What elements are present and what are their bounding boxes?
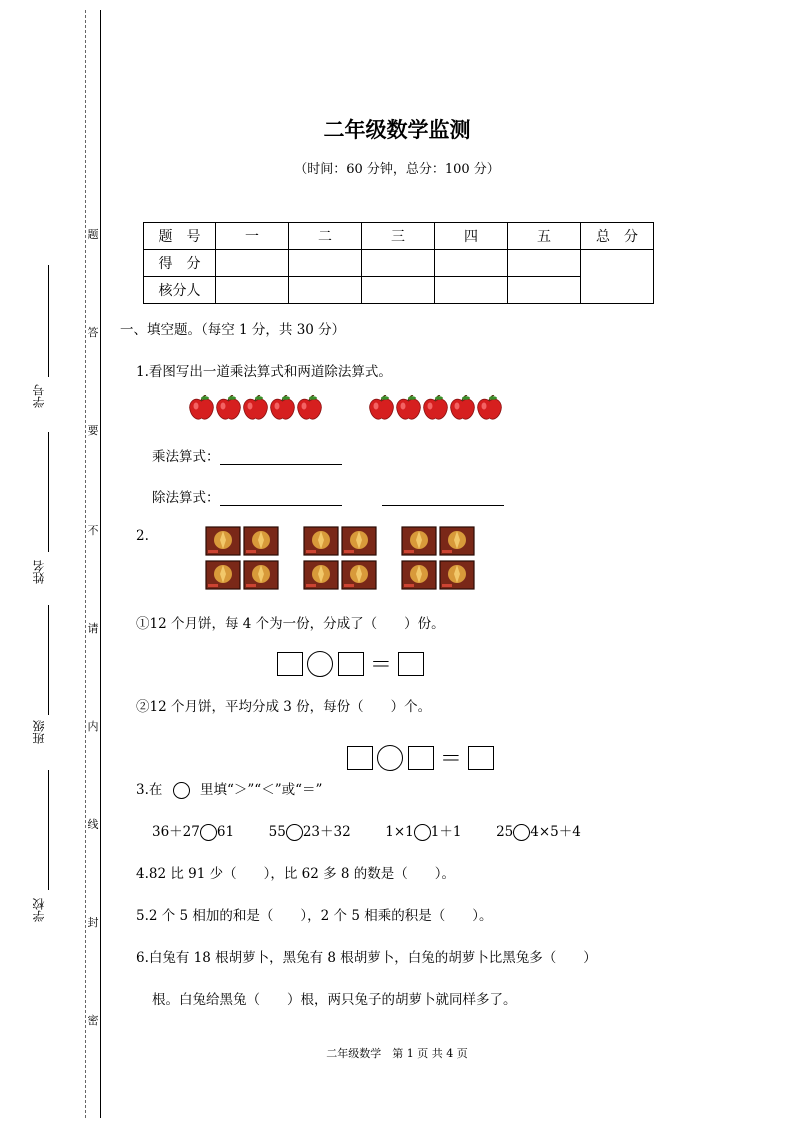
q4-text: 4.82 比 91 少（ ），比 62 多 8 的数是（ ）。 bbox=[136, 866, 456, 882]
mooncake-box-icon bbox=[439, 559, 475, 590]
answer-box[interactable] bbox=[398, 652, 424, 676]
mooncake-box-icon bbox=[303, 559, 339, 590]
total-score-cell[interactable] bbox=[581, 250, 654, 304]
score-header-cell: 题 号 bbox=[144, 223, 216, 250]
apple-icon bbox=[368, 395, 395, 421]
name-line[interactable] bbox=[48, 432, 49, 552]
answer-box[interactable] bbox=[408, 746, 434, 770]
mooncake-box-icon bbox=[303, 525, 339, 556]
student-id-line[interactable] bbox=[48, 265, 49, 377]
divide-answer-blank-1[interactable] bbox=[220, 491, 342, 506]
q2-part2: ②12 个月饼，平均分成 3 份，每份（ ）个。 bbox=[136, 699, 432, 715]
score-header-cell: 四 bbox=[435, 223, 508, 250]
answer-box[interactable] bbox=[347, 746, 373, 770]
score-cell[interactable] bbox=[289, 250, 362, 277]
score-header-cell: 二 bbox=[289, 223, 362, 250]
seal-char: 线 bbox=[87, 818, 99, 831]
page-footer: 二年级数学 第 1 页 共 4 页 bbox=[326, 1047, 468, 1060]
score-cell[interactable] bbox=[362, 250, 435, 277]
equals-sign: ＝ bbox=[439, 747, 462, 772]
seal-char: 封 bbox=[87, 916, 99, 929]
apple-icon bbox=[395, 395, 422, 421]
compare-left: 1×1 bbox=[385, 824, 414, 840]
mooncake-box-icon bbox=[439, 525, 475, 556]
q5-text: 5.2 个 5 相加的和是（ ），2 个 5 相乘的积是（ ）。 bbox=[136, 908, 493, 924]
q1-text: 1.看图写出一道乘法算式和两道除法算式。 bbox=[136, 364, 392, 380]
apple-icon bbox=[269, 395, 296, 421]
seal-char: 密 bbox=[87, 1014, 99, 1027]
multiply-answer-blank[interactable] bbox=[220, 450, 342, 465]
mooncake-box-icon bbox=[341, 559, 377, 590]
exam-subtitle: （时间：60 分钟，总分：100 分） bbox=[294, 162, 500, 177]
apple-icon bbox=[422, 395, 449, 421]
student-id-label: 学号 bbox=[32, 384, 46, 408]
mooncake-box-icon bbox=[243, 525, 279, 556]
operator-circle[interactable] bbox=[377, 745, 403, 771]
score-header-cell: 五 bbox=[508, 223, 581, 250]
compare-circle[interactable] bbox=[200, 824, 217, 841]
multiply-label: 乘法算式： bbox=[152, 449, 220, 465]
checker-cell[interactable] bbox=[216, 277, 289, 304]
q3-items bbox=[152, 820, 581, 841]
score-row-label: 得 分 bbox=[144, 250, 216, 277]
compare-right: 4×5＋4 bbox=[530, 824, 581, 840]
apple-icon bbox=[296, 395, 323, 421]
mooncake-box-icon bbox=[341, 525, 377, 556]
score-cell[interactable] bbox=[216, 250, 289, 277]
equals-sign: ＝ bbox=[369, 653, 392, 678]
score-cell[interactable] bbox=[435, 250, 508, 277]
apple-icon bbox=[215, 395, 242, 421]
checker-cell[interactable] bbox=[289, 277, 362, 304]
seal-char: 答 bbox=[87, 326, 99, 339]
divide-label: 除法算式： bbox=[152, 490, 220, 506]
seal-char: 不 bbox=[87, 524, 99, 537]
class-label: 班级 bbox=[32, 720, 46, 744]
checker-row-label: 核分人 bbox=[144, 277, 216, 304]
score-header-cell: 三 bbox=[362, 223, 435, 250]
q1-divide-row bbox=[152, 486, 504, 506]
q6-line2: 根。白兔给黑兔（ ）根，两只兔子的胡萝卜就同样多了。 bbox=[152, 992, 517, 1008]
answer-box[interactable] bbox=[468, 746, 494, 770]
apple-icon bbox=[449, 395, 476, 421]
apple-icon bbox=[242, 395, 269, 421]
mooncake-box-icon bbox=[205, 525, 241, 556]
seal-char: 要 bbox=[87, 424, 99, 437]
q2-equation-2 bbox=[347, 742, 494, 773]
seal-char: 内 bbox=[87, 720, 99, 733]
compare-circle-icon bbox=[173, 782, 190, 799]
compare-left: 36＋27 bbox=[152, 824, 200, 840]
compare-left: 55 bbox=[268, 824, 286, 840]
compare-right: 1＋1 bbox=[430, 824, 462, 840]
mooncake-box-icon bbox=[401, 559, 437, 590]
q3-rest: 里填“＞”“＜”或“＝” bbox=[199, 782, 323, 798]
compare-right: 23＋32 bbox=[302, 824, 351, 840]
mooncake-box-icon bbox=[243, 559, 279, 590]
school-line[interactable] bbox=[48, 770, 49, 890]
q2-equation-1 bbox=[277, 648, 424, 679]
q6-line1: 6.白兔有 18 根胡萝卜，黑兔有 8 根胡萝卜，白兔的胡萝卜比黑兔多（ ） bbox=[136, 950, 597, 966]
seal-char: 请 bbox=[87, 622, 99, 635]
checker-cell[interactable] bbox=[362, 277, 435, 304]
seal-char: 题 bbox=[87, 228, 99, 241]
page-title: 二年级数学监测 bbox=[323, 118, 471, 142]
class-line[interactable] bbox=[48, 605, 49, 715]
answer-box[interactable] bbox=[277, 652, 303, 676]
name-label: 姓名 bbox=[32, 560, 46, 584]
compare-left: 25 bbox=[496, 824, 514, 840]
checker-cell[interactable] bbox=[508, 277, 581, 304]
q1-multiply-row bbox=[152, 445, 342, 465]
q3-lead: 3.在 bbox=[136, 782, 163, 798]
answer-box[interactable] bbox=[338, 652, 364, 676]
q3-instruction bbox=[136, 778, 322, 799]
mooncake-box-icon bbox=[205, 559, 241, 590]
apple-icon bbox=[188, 395, 215, 421]
q2-number: 2. bbox=[136, 528, 149, 544]
apple-icon bbox=[476, 395, 503, 421]
compare-circle[interactable] bbox=[286, 824, 303, 841]
score-header-cell: 总 分 bbox=[581, 223, 654, 250]
school-label: 学校 bbox=[32, 898, 46, 922]
compare-circle[interactable] bbox=[414, 824, 431, 841]
q2-part1: ①12 个月饼，每 4 个为一份，分成了（ ）份。 bbox=[136, 616, 445, 632]
operator-circle[interactable] bbox=[307, 651, 333, 677]
compare-right: 61 bbox=[216, 824, 235, 840]
score-table bbox=[143, 222, 654, 304]
section-heading: 一、填空题。（每空 1 分，共 30 分） bbox=[120, 322, 346, 338]
score-cell[interactable] bbox=[508, 250, 581, 277]
mooncake-box-icon bbox=[401, 525, 437, 556]
divide-answer-blank-2[interactable] bbox=[382, 491, 504, 506]
checker-cell[interactable] bbox=[435, 277, 508, 304]
score-header-cell: 一 bbox=[216, 223, 289, 250]
compare-circle[interactable] bbox=[513, 824, 530, 841]
